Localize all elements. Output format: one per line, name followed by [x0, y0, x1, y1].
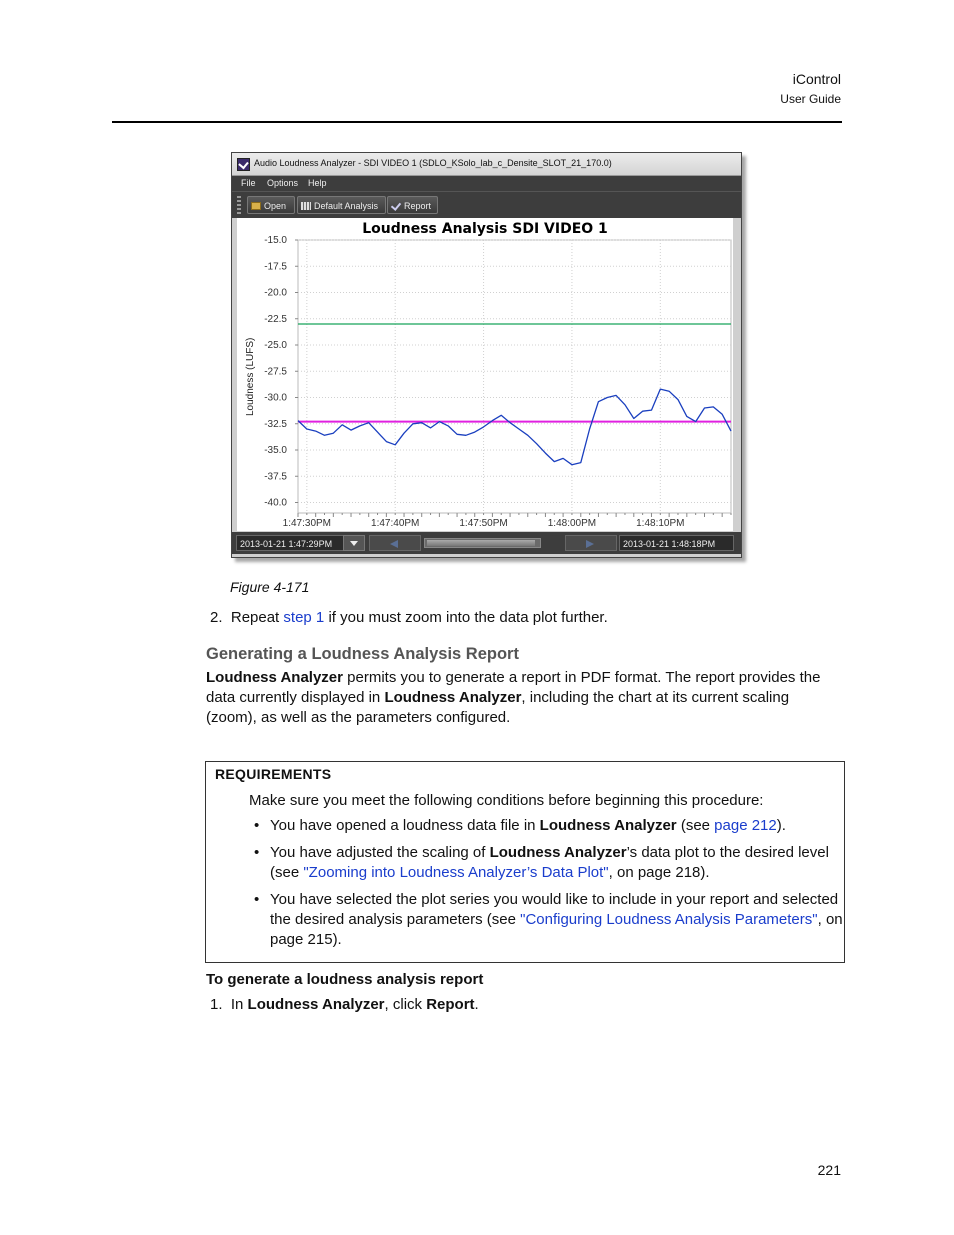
timeline-scrollbar[interactable] — [424, 538, 541, 548]
check-icon — [391, 200, 401, 211]
req3-pre2: the desired analysis parameters (see — [270, 911, 521, 928]
scroll-left-button[interactable] — [369, 535, 421, 551]
window-title: Audio Loudness Analyzer - SDI VIDEO 1 (SDLO_KSolo_lab_c_Densite_SLOT_21_170.0) — [254, 158, 612, 168]
x-tick-label: 1:47:40PM — [371, 518, 420, 529]
requirement-3-line-2 — [270, 910, 843, 930]
start-time: 2013-01-21 1:47:29PM — [236, 535, 344, 551]
report-button[interactable] — [387, 196, 438, 214]
toolbar — [232, 191, 741, 218]
y-tick-label: -32.5 — [264, 418, 287, 430]
y-tick-label: -37.5 — [264, 471, 287, 483]
section-heading: Generating a Loudness Analysis Report — [206, 645, 519, 663]
default-analysis-button[interactable] — [297, 196, 386, 214]
requirement-3-line-1: You have selected the plot series you would like to include in your report and selected — [270, 891, 839, 908]
y-tick-label: -25.0 — [264, 340, 287, 351]
menu-file[interactable]: File — [241, 178, 256, 188]
y-axis-label: Loudness (LUFS) — [245, 337, 256, 416]
y-tick-label: -40.0 — [264, 497, 287, 509]
intro-line-2 — [206, 688, 789, 708]
intro-line-1 — [206, 668, 820, 688]
page-number: 221 — [817, 1162, 841, 1178]
y-tick-label: -20.0 — [264, 287, 287, 299]
intro-line-3: (zoom), as well as the parameters configured. — [206, 709, 511, 726]
zooming-link[interactable]: "Zooming into Loudness Analyzer’s Data Plot" — [303, 864, 609, 881]
header-product: iControl — [792, 71, 841, 87]
intro-text-2: data currently displayed in — [206, 689, 385, 706]
req2-pre2: (see — [270, 864, 304, 881]
proc-pre: In — [230, 996, 248, 1013]
proc-post: . — [474, 996, 479, 1013]
y-tick-label: -15.0 — [264, 235, 287, 246]
x-tick-label: 1:48:10PM — [636, 518, 685, 529]
proc-mid: , click — [384, 996, 427, 1013]
intro-bold-2: Loudness Analyzer — [384, 689, 522, 706]
folder-icon — [251, 202, 261, 210]
open-button[interactable] — [247, 196, 295, 214]
analysis-icon — [301, 202, 311, 210]
req2-pre: You have adjusted the scaling of — [270, 844, 490, 861]
arrow-left-icon — [390, 540, 398, 548]
proc-bold-1: Loudness Analyzer — [247, 996, 385, 1013]
req2-post2: , on page 218). — [608, 864, 710, 881]
intro-text-3: , including the chart at its current scaling — [521, 689, 790, 706]
bullet-icon: • — [254, 817, 260, 834]
bullet-icon: • — [254, 891, 260, 908]
req1-pre: You have opened a loudness data file in — [270, 817, 540, 834]
step-1-link[interactable]: step 1 — [283, 609, 325, 626]
x-tick-label: 1:47:30PM — [282, 518, 332, 529]
default-analysis-label: Default Analysis — [314, 201, 379, 211]
y-tick-label: -27.5 — [264, 366, 287, 378]
chart-area — [237, 218, 733, 531]
req1-mid: (see — [676, 817, 715, 834]
menu-options[interactable]: Options — [267, 178, 299, 188]
requirement-2-line-2 — [270, 863, 710, 883]
menu-help[interactable]: Help — [308, 178, 327, 188]
req3-post2: , on — [817, 911, 843, 928]
req1-post: ). — [776, 817, 786, 834]
loudness-analyzer-window — [231, 152, 742, 558]
end-time: 2013-01-21 1:48:18PM — [619, 535, 734, 551]
step-text-post: if you must zoom into the data plot further. — [324, 609, 608, 626]
configuring-link[interactable]: "Configuring Loudness Analysis Parameters" — [520, 911, 818, 928]
req1-bold: Loudness Analyzer — [539, 817, 677, 834]
procedure-title: To generate a loudness analysis report — [206, 971, 484, 988]
loudness-plot[interactable] — [237, 218, 733, 531]
toolbar-grip[interactable] — [237, 196, 241, 214]
req2-post1: ’s data plot to the desired level — [626, 844, 829, 861]
step-number: 2. — [210, 609, 223, 626]
step-text-pre: Repeat — [230, 609, 284, 626]
intro-bold-1: Loudness Analyzer — [206, 669, 343, 686]
scroll-right-button[interactable] — [565, 535, 617, 551]
timeline-footer — [232, 532, 741, 554]
y-tick-label: -22.5 — [264, 313, 287, 325]
x-tick-label: 1:48:00PM — [547, 518, 597, 529]
menu-bar — [232, 176, 741, 191]
app-icon — [237, 158, 250, 171]
req2-bold: Loudness Analyzer — [489, 844, 627, 861]
figure-caption: Figure 4-171 — [230, 579, 310, 595]
intro-text-1: permits you to generate a report in PDF format. The report provides the — [342, 669, 821, 686]
requirements-box — [205, 761, 845, 963]
open-button-label: Open — [264, 201, 287, 211]
window-titlebar — [232, 153, 741, 176]
header-rule — [112, 121, 842, 123]
plot-frame — [298, 240, 731, 513]
report-button-label: Report — [404, 201, 432, 211]
procedure-step-1 — [210, 995, 479, 1015]
proc-bold-2: Report — [426, 996, 475, 1013]
requirement-3-line-3: page 215). — [270, 931, 342, 948]
page-212-link[interactable]: page 212 — [714, 817, 777, 834]
dropdown-button[interactable] — [343, 535, 365, 551]
header-doc-type: User Guide — [780, 92, 841, 106]
y-tick-label: -17.5 — [264, 261, 287, 273]
requirements-lead: Make sure you meet the following conditions before beginning this procedure: — [249, 792, 764, 809]
y-tick-label: -35.0 — [264, 445, 287, 456]
requirement-2-line-1 — [270, 843, 829, 863]
y-tick-label: -30.0 — [264, 392, 287, 404]
x-tick-label: 1:47:50PM — [459, 518, 508, 529]
scroll-thumb[interactable] — [427, 540, 535, 546]
requirements-title: REQUIREMENTS — [215, 766, 332, 782]
step-2 — [210, 608, 608, 628]
procedure-step-number: 1. — [210, 996, 223, 1013]
requirement-1 — [270, 816, 786, 836]
bullet-icon: • — [254, 844, 260, 861]
arrow-right-icon — [586, 540, 594, 548]
chart-title: Loudness Analysis SDI VIDEO 1 — [362, 221, 608, 237]
